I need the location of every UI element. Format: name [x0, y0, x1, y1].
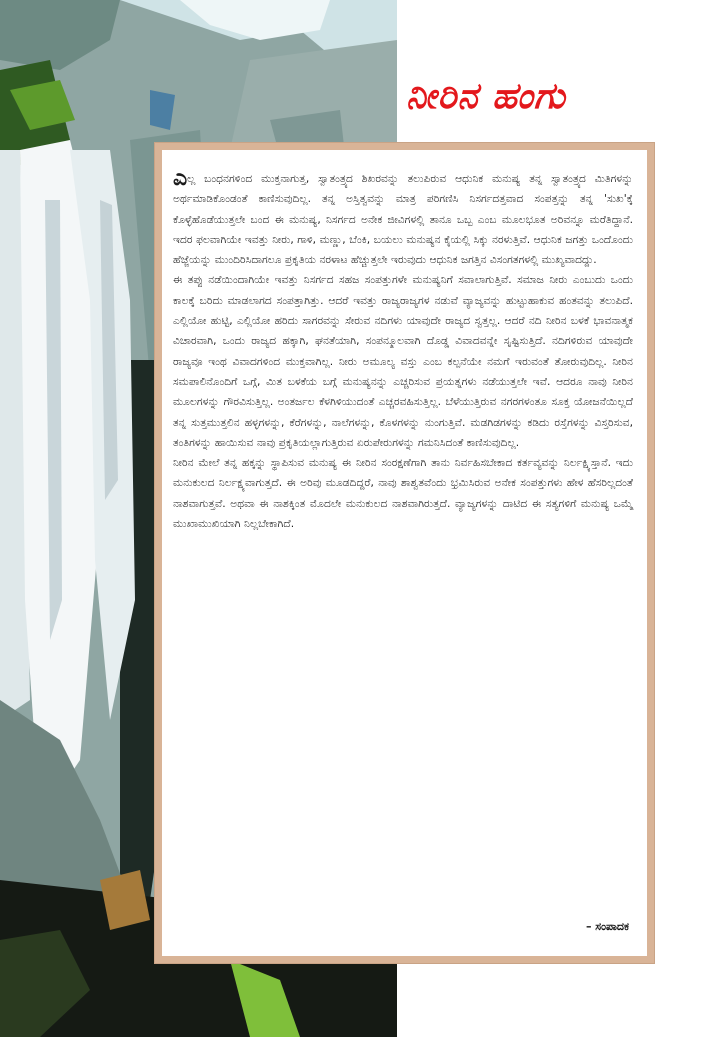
article-paragraph-2: ಈ ತಪ್ಪು ನಡೆಯಿಂದಾಗಿಯೇ ಇವತ್ತು ನಿಸರ್ಗದ ಸಹಜ ಸಂಪತ್ತುಗಳೇ ಮನುಷ್ಯನಿಗೆ ಸವಾಲಾಗುತ್ತಿವೆ. ಸಮಾಜ ನೀರು ಎಂಬುದು ಒಂದು ಕಾಲಕ್ಕೆ ಬರಿದು ಮಾಡಲಾಗದ ಸಂಪತ್ತಾಗಿತ್ತು. ಆದರೆ ಇವತ್ತು ರಾಜ್ಯರಾಜ್ಯಗಳ ನಡುವೆ ವ್ಯಾಜ್ಯವನ್ನು ಹುಟ್ಟುಹಾಕುವ ಹಂತವನ್ನು ತಲುಪಿದೆ. ಎಲ್ಲಿಯೋ ಹುಟ್ಟಿ, ಎಲ್ಲಿಯೋ ಹರಿದು ಸಾಗರವನ್ನು ಸೇರುವ ನದಿಗಳು ಯಾವುದೇ ರಾಜ್ಯದ ಸ್ವತ್ತಲ್ಲ. ಆದರೆ ನದಿ ನೀರಿನ ಬಳಕೆ ಭಾವನಾತ್ಮಕ ವಿಚಾರವಾಗಿ, ಒಂದು ರಾಜ್ಯದ ಹಕ್ಕಾಗಿ, ಘನತೆಯಾಗಿ, ಸಂಪನ್ಮೂಲವಾಗಿ ದೊಡ್ಡ ವಿವಾದವನ್ನೇ ಸೃಷ್ಟಿಸುತ್ತಿದೆ. ನದಿಗಳಿರುವ ಯಾವುದೇ ರಾಜ್ಯವೂ ಇಂಥ ವಿವಾದಗಳಿಂದ ಮುಕ್ತವಾಗಿಲ್ಲ. ನೀರು ಅಮೂಲ್ಯ ವಸ್ತು ಎಂಬ ಕಲ್ಪನೆಯೇ ನಮಗೆ ಇರುವಂತೆ ತೋರುವುದಿಲ್ಲ. ನೀರಿನ ಸಮಪಾಲಿನೊಂದಿಗೆ ಒಗ್ಗೆ, ಮಿತ ಬಳಕೆಯ ಬಗ್ಗೆ ಮನುಷ್ಯನನ್ನು ಎಚ್ಚರಿಸುವ ಪ್ರಯತ್ನಗಳು ನಡೆಯುತ್ತಲೇ ಇವೆ. ಆದರೂ ನಾವು ನೀರಿನ ಮೂಲಗಳನ್ನು ಗೌರವಿಸುತ್ತಿಲ್ಲ. ಅಂತರ್ಜಲ ಕೆಳಗಿಳಿಯುದಂತೆ ಎಚ್ಚರವಹಿಸುತ್ತಿಲ್ಲ. ಬೆಳೆಯುತ್ತಿರುವ ನಗರಗಳಂತೂ ಸೂಕ್ತ ಯೋಜನೆಯಿಲ್ಲದೆ ತನ್ನ ಸುತ್ತಮುತ್ತಲಿನ ಹಳ್ಳಗಳನ್ನು, ಕೆರೆಗಳನ್ನು, ನಾಲೆಗಳನ್ನು, ಕೊಳಗಳನ್ನು ನುಂಗುತ್ತಿವೆ. ಮಡಗಿಡಗಳನ್ನು ಕಡಿದು ರಸ್ತೆಗಳನ್ನು ವಿಸ್ತರಿಸುವ, ತಂತಿಗಳನ್ನು ಹಾಯಿಸುವ ನಾವು ಪ್ರಕೃತಿಯಲ್ಲಾಗುತ್ತಿರುವ ಏರುಪೇರುಗಳನ್ನು ಗಮನಿಸಿದಂತೆ ಕಾಣಿಸುವುದಿಲ್ಲ. [173, 273, 633, 449]
editor-signature: – ಸಂಪಾದಕ [585, 920, 629, 933]
article-paragraph-1 [173, 166, 633, 270]
article-paragraph-3: ನೀರಿನ ಮೇಲೆ ತನ್ನ ಹಕ್ಕನ್ನು ಸ್ಥಾಪಿಸುವ ಮನುಷ್ಯ ಈ ನೀರಿನ ಸಂರಕ್ಷಣೆಗಾಗಿ ತಾನು ನಿರ್ವಹಿಸಬೇಕಾದ ಕರ್ತವ್ಯವನ್ನು ನಿರ್ಲಕ್ಷ್ಯಿಸ್ತಾನೆ. ಇದು ಮನುಕುಲದ ನಿರ್ಲಕ್ಷ್ಯವಾಗುತ್ತದೆ. ಈ ಅರಿವು ಮೂಡದಿದ್ದರೆ, ನಾವು ಶಾಶ್ವತವೆಂದು ಭ್ರಮಿಸಿರುವ ಅನೇಕ ಸಂಪತ್ತುಗಳು ಹೇಳ ಹೆಸರಿಲ್ಲದಂತೆ ನಾಶವಾಗುತ್ತವೆ. ಅಥವಾ ಈ ನಾಶಕ್ಕಿಂತ ಮೊದಲೇ ಮನುಕುಲದ ನಾಶವಾಗಿರುತ್ತದೆ. ವ್ಯಾಜ್ಯಗಳನ್ನು ದಾಟಿದ ಈ ಸತ್ಯಗಳಿಗೆ ಮನುಷ್ಯ ಒಮ್ಮೆ ಮುಖಾಮುಖಿಯಾಗಿ ನಿಲ್ಲಬೇಕಾಗಿದೆ. [173, 456, 633, 531]
article-body [173, 166, 633, 942]
article-card [155, 143, 654, 963]
drop-cap: ಎ [173, 166, 188, 191]
paragraph-text: ಲ್ಲ ಬಂಧನಗಳಿಂದ ಮುಕ್ತನಾಗುತ್ತ, ಸ್ವಾತಂತ್ರ್ಯದ ಶಿಖರವನ್ನು ತಲುಪಿರುವ ಆಧುನಿಕ ಮನುಷ್ಯ ತನ್ನ ಸ್ವಾತಂತ್ರ್ಯದ ಮಿತಿಗಳನ್ನು ಅರ್ಥಮಾಡಿಕೊಂಡಂತೆ ಕಾಣಿಸುವುದಿಲ್ಲ. ತನ್ನ ಅಸ್ತಿತ್ವವನ್ನು ಮಾತ್ರ ಪರಿಗಣಿಸಿ ನಿಸರ್ಗದತ್ತವಾದ ಸಂಪತ್ತನ್ನು ತನ್ನ 'ಸುಖ'ಕ್ಕೆ ಕೊಳ್ಳೆಹೊಡೆಯುತ್ತಲೇ ಬಂದ ಈ ಮನುಷ್ಯ, ನಿಸರ್ಗದ ಅನೇಕ ಜೀವಿಗಳಲ್ಲಿ ತಾನೂ ಒಬ್ಬ ಎಂಬ ಮೂಲಭೂತ ಅರಿವನ್ನೂ ಮರೆತಿದ್ದಾನೆ. ಇದರ ಫಲವಾಗಿಯೇ ಇವತ್ತು ನೀರು, ಗಾಳಿ, ಮಣ್ಣು, ಬೆಂಕಿ, ಬಯಲು ಮನುಷ್ಯನ ಕೈಯಲ್ಲಿ ಸಿಕ್ಕು ನರಳುತ್ತಿವೆ. ಆಧುನಿಕ ಜಗತ್ತು ಒಂದೊಂದು ಹೆಜ್ಜೆಯನ್ನು ಮುಂದಿರಿಸಿದಾಗಲೂ ಪ್ರಕೃತಿಯ ನರಳಾಟ ಹೆಚ್ಚುತ್ತಲೇ ಇರುವುದು ಆಧುನಿಕ ಜಗತ್ತಿನ ವಿಸಂಗತಗಳಲ್ಲಿ ಮುಖ್ಯವಾದದ್ದು. [173, 172, 633, 267]
page-title: ನೀರಿನ ಹಂಗು [406, 76, 566, 117]
